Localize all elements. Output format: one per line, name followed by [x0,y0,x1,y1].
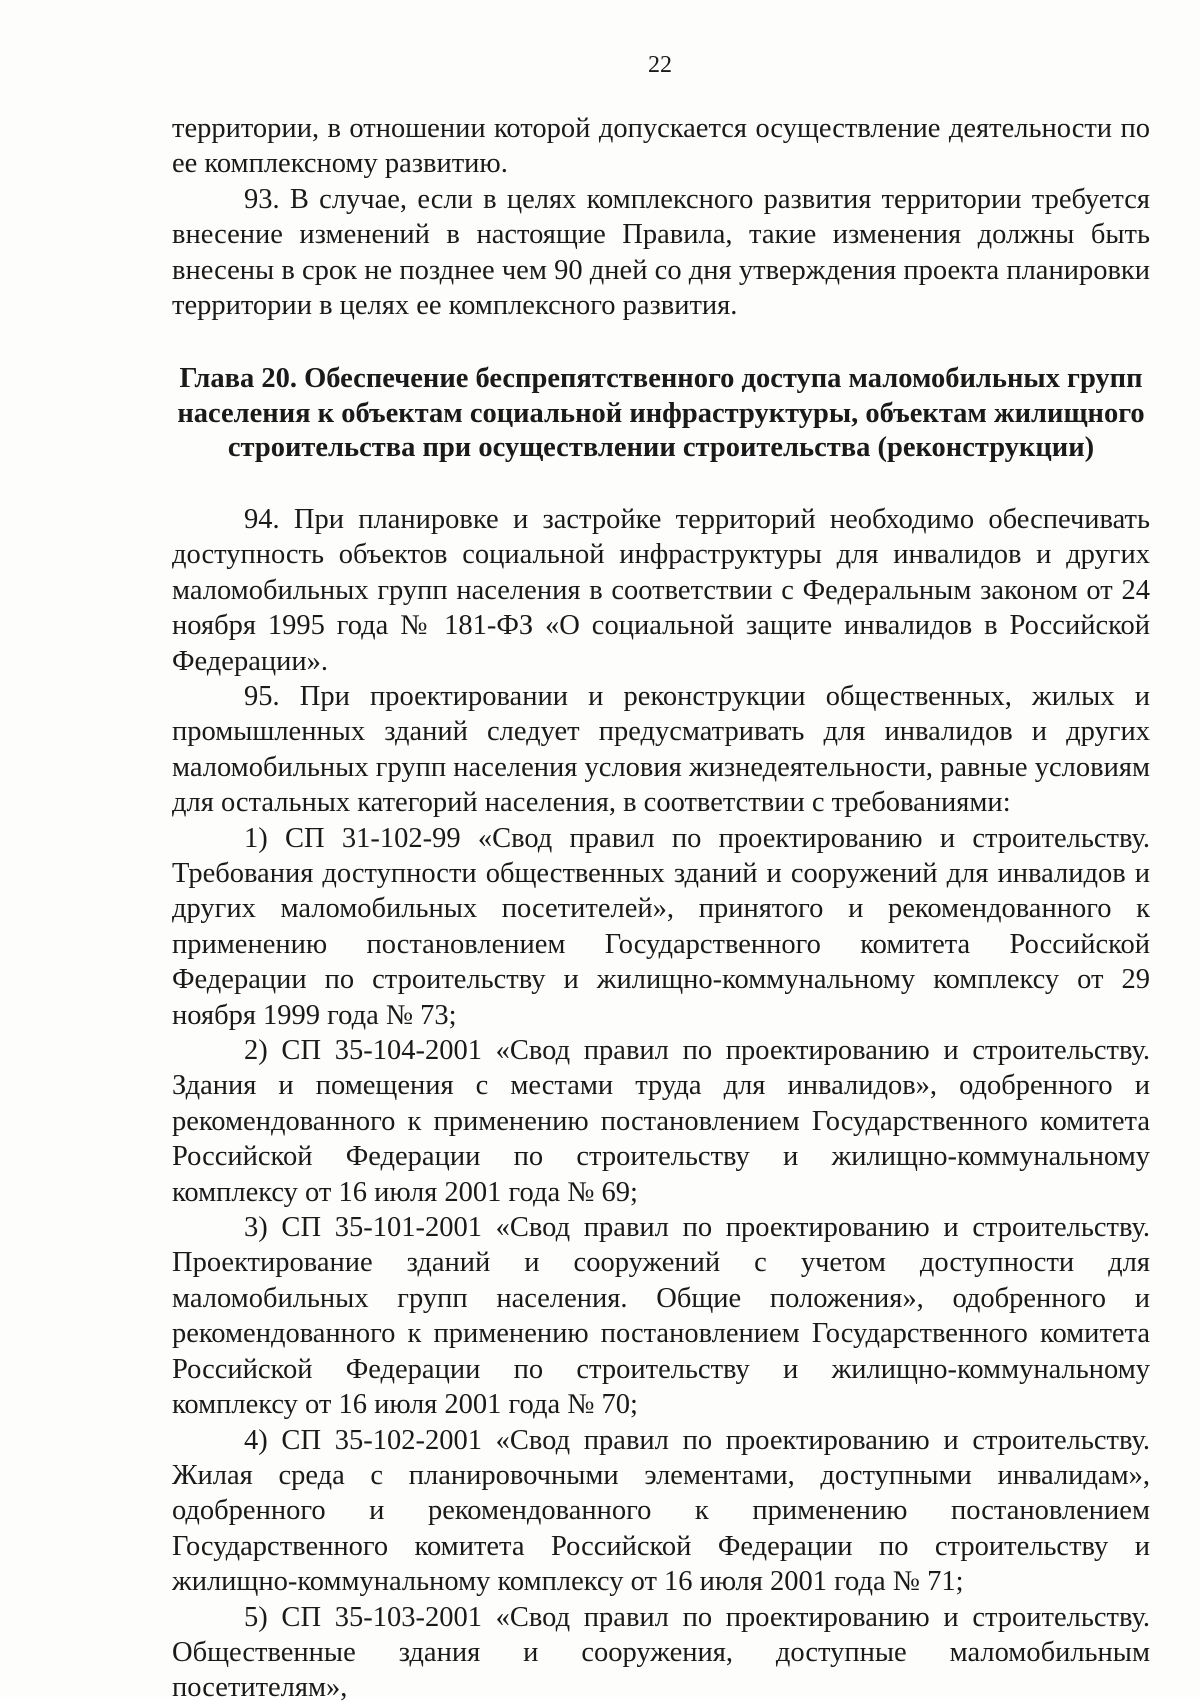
list-item-3: 3) СП 35-101-2001 «Свод правил по проектированию и строительству. Проектирование зданий и сооружений с учетом доступности для маломобильных групп населения. Общие положения», одобренного и рекомендованного к применению постановлением Государственного комитета Российской Федерации по строительству и жилищно-коммунальному комплексу от 16 июля 2001 года № 70; [172,1212,1150,1421]
chapter-heading: Глава 20. Обеспечение беспрепятственного доступа маломобильных групп населения к объектам социальной инфраструктуры, объектам жилищного строительства при осуществлении строительства (реконструкции) [177,363,1145,464]
paragraph-94: 94. При планировке и застройке территорий необходимо обеспечивать доступность объектов социальной инфраструктуры для инвалидов и других маломобильных групп населения в соответствии с Федеральным законом от 24 ноября 1995 года № 181-ФЗ «О социальной защите инвалидов в Российской Федерации». [172,503,1150,677]
list-item-4: 4) СП 35-102-2001 «Свод правил по проектированию и строительству. Жилая среда с планировочными элементами, доступными инвалидам», одобренного и рекомендованного к применению постановлением Государственного комитета Российской Федерации по строительству и жилищно-коммунальному комплексу от 16 июля 2001 года № 71; [172,1424,1150,1598]
page-number: 22 [648,52,672,78]
paragraph-continuation: территории, в отношении которой допускается осуществление деятельности по ее комплексному развитию. [172,113,1150,180]
paragraph-95: 95. При проектировании и реконструкции общественных, жилых и промышленных зданий следует предусматривать для инвалидов и других маломобильных групп населения условия жизнедеятельности, равные условиям для остальных категорий населения, в соответствии с требованиями: [172,680,1150,819]
list-item-5: 5) СП 35-103-2001 «Свод правил по проектированию и строительству. Общественные здания и сооружения, доступные маломобильным посетителям», [172,1601,1150,1704]
document-body [172,111,1150,1706]
list-item-2: 2) СП 35-104-2001 «Свод правил по проектированию и строительству. Здания и помещения с местами труда для инвалидов», одобренного и рекомендованного к применению постановлением Государственного комитета Российской Федерации по строительству и жилищно-коммунальному комплексу от 16 июля 2001 года № 69; [172,1035,1150,1208]
list-item-1: 1) СП 31-102-99 «Свод правил по проектированию и строительству. Требования доступности общественных зданий и сооружений для инвалидов и других маломобильных посетителей», принятого и рекомендованного к применению постановлением Государственного комитета Российской Федерации по строительству и жилищно-коммунальному комплексу от 29 ноября 1999 года № 73; [172,822,1150,1031]
paragraph-93: 93. В случае, если в целях комплексного развития территории требуется внесение изменений в настоящие Правила, такие изменения должны быть внесены в срок не позднее чем 90 дней со дня утверждения проекта планировки территории в целях ее комплексного развития. [172,183,1150,322]
